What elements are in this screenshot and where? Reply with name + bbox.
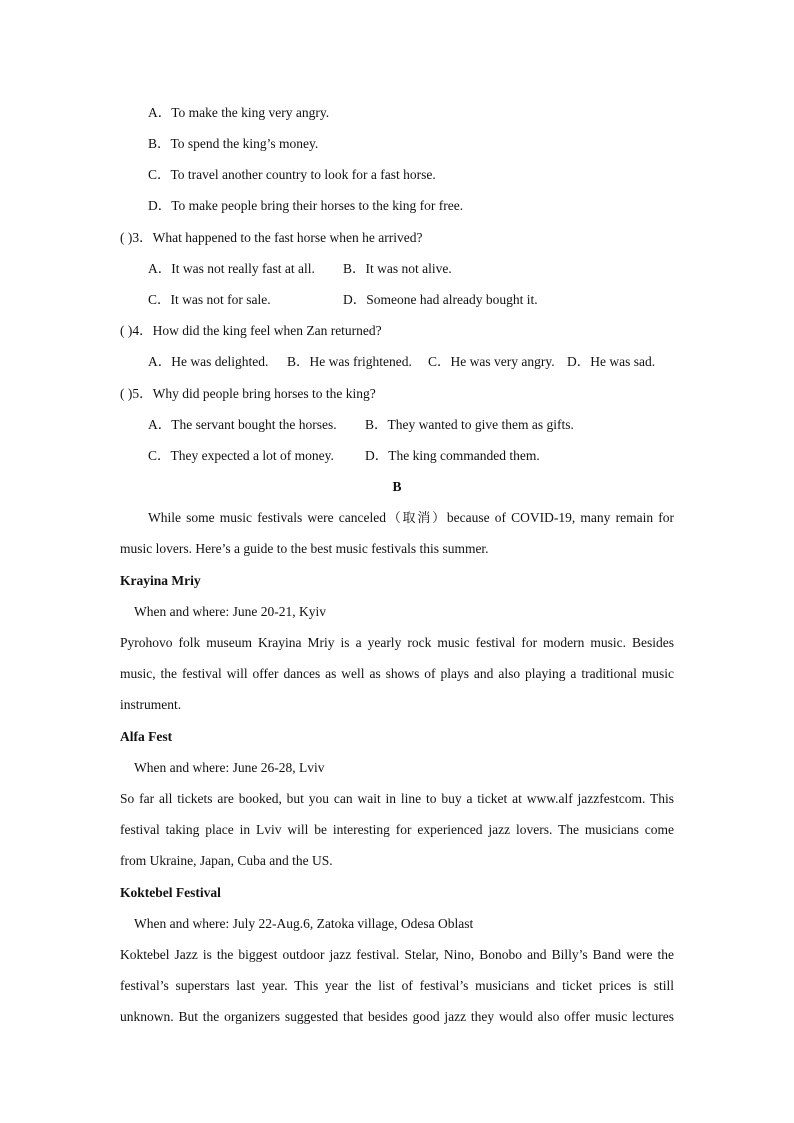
q2-option-d: D．To make people bring their horses to the king for free. [148,198,464,213]
festival-text-line: from Ukraine, Japan, Cuba and the US. [120,853,333,868]
festival-when-where: When and where: June 20-21, Kyiv [134,604,326,619]
q3-option-d: D．Someone had already bought it. [343,292,538,307]
festival-text-line: So far all tickets are booked, but you can wait in line to buy a ticket at www.alf jazzfestcom. This [120,791,674,806]
festival-text-line: festival’s superstars last year. This year the list of festival’s musicians and ticket prices is still [120,978,674,993]
festival-name: Koktebel Festival [120,885,221,900]
festival-name: Alfa Fest [120,729,173,744]
q5-option-b: B．They wanted to give them as gifts. [365,417,574,432]
q4-option-c: C．He was very angry. [428,354,555,369]
q4-option-a: A．He was delighted. [148,354,269,369]
intro-line-2: music lovers. Here’s a guide to the best music festivals this summer. [120,541,489,556]
q4-option-b: B．He was frightened. [287,354,412,369]
q3-option-b: B．It was not alive. [343,261,452,276]
section-b-heading: B [392,479,402,494]
q4-option-d: D．He was sad. [567,354,656,369]
q2-option-c: C．To travel another country to look for a fast horse. [148,167,436,182]
intro-line-1-start: While some music festivals were canceled [148,510,386,525]
q5-stem: ( )5．Why did people bring horses to the king? [120,386,376,401]
q5-option-a: A．The servant bought the horses. [148,417,337,432]
q3-option-a: A．It was not really fast at all. [148,261,315,276]
q2-option-a: A．To make the king very angry. [148,105,330,120]
festival-text-line: Pyrohovo folk museum Krayina Mriy is a yearly rock music festival for modern music. Besides [120,635,674,650]
q5-option-d: D．The king commanded them. [365,448,540,463]
intro-line-1-end: because of COVID-19, many remain for [446,510,674,525]
festival-text-line: Koktebel Jazz is the biggest outdoor jazz festival. Stelar, Nino, Bonobo and Billy’s Band were the [120,947,674,962]
festival-when-where: When and where: July 22-Aug.6, Zatoka village, Odesa Oblast [134,916,474,931]
festival-text-line: music, the festival will offer dances as well as shows of plays and also playing a traditional music [120,666,674,681]
q3-stem: ( )3．What happened to the fast horse when he arrived? [120,230,423,245]
q3-option-c: C．It was not for sale. [148,292,271,307]
q5-option-c: C．They expected a lot of money. [148,448,334,463]
intro-gloss: （取消） [385,511,447,526]
festival-text-line: instrument. [120,697,182,712]
festival-text-line: unknown. But the organizers suggested that besides good jazz they would also offer music lectures [120,1009,674,1024]
festival-name: Krayina Mriy [120,573,201,588]
intro-line-1 [148,509,674,528]
festival-text-line: festival taking place in Lviv will be interesting for experienced jazz lovers. The musicians come [120,822,674,837]
q4-stem: ( )4．How did the king feel when Zan returned? [120,323,382,338]
q2-option-b: B．To spend the king’s money. [148,136,319,151]
festival-when-where: When and where: June 26-28, Lviv [134,760,325,775]
